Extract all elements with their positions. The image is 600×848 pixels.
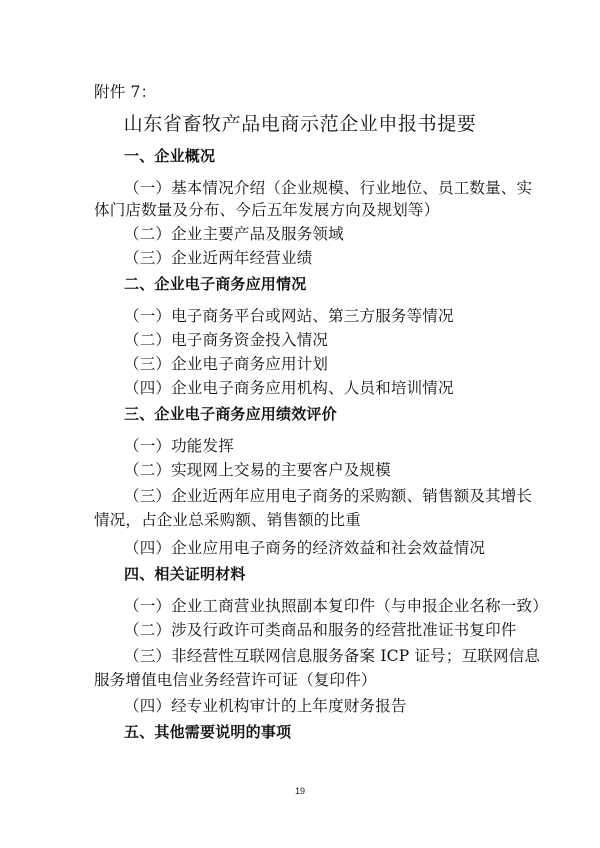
section-heading: 五、其他需要说明的事项 (124, 723, 292, 741)
section-heading: 二、企业电子商务应用情况 (124, 275, 307, 293)
list-item: （一）企业工商营业执照副本复印件（与申报企业名称一致） (124, 597, 548, 615)
section-heading: 三、企业电子商务应用绩效评价 (124, 405, 337, 423)
list-item: （二）实现网上交易的主要客户及规模 (124, 461, 391, 479)
list-item: （二）涉及行政许可类商品和服务的经营批准证书复印件 (124, 621, 517, 639)
section-heading: 四、相关证明材料 (124, 565, 246, 583)
list-item-continuation: 服务增值电信业务经营许可证（复印件） (94, 671, 377, 689)
list-item: （四）企业电子商务应用机构、人员和培训情况 (124, 379, 454, 397)
list-item: （三）企业近两年经营业绩 (124, 249, 313, 267)
list-item: （三）企业近两年应用电子商务的采购额、销售额及其增长 (124, 487, 533, 505)
list-item-continuation: 情况，占企业总采购额、销售额的比重 (94, 511, 361, 529)
list-item: （一）功能发挥 (124, 437, 234, 455)
list-item: （三）企业电子商务应用计划 (124, 355, 329, 373)
list-item: （三）非经营性互联网信息服务备案 ICP 证号；互联网信息 (124, 647, 541, 665)
list-item: （一）电子商务平台或网站、第三方服务等情况 (124, 307, 454, 325)
list-item: （四）企业应用电子商务的经济效益和社会效益情况 (124, 539, 486, 557)
section-heading: 一、企业概况 (124, 147, 216, 165)
list-item: （二）电子商务资金投入情况 (124, 331, 329, 349)
attachment-label: 附件 7： (94, 83, 157, 101)
page-number: 19 (294, 786, 305, 796)
list-item: （二）企业主要产品及服务领域 (124, 225, 344, 243)
list-item-continuation: 体门店数量及分布、今后五年发展方向及规划等） (94, 201, 440, 219)
list-item: （四）经专业机构审计的上年度财务报告 (124, 697, 407, 715)
list-item: （一）基本情况介绍（企业规模、行业地位、员工数量、实 (124, 179, 533, 197)
document-title: 山东省畜牧产品电商示范企业申报书提要 (123, 113, 477, 135)
